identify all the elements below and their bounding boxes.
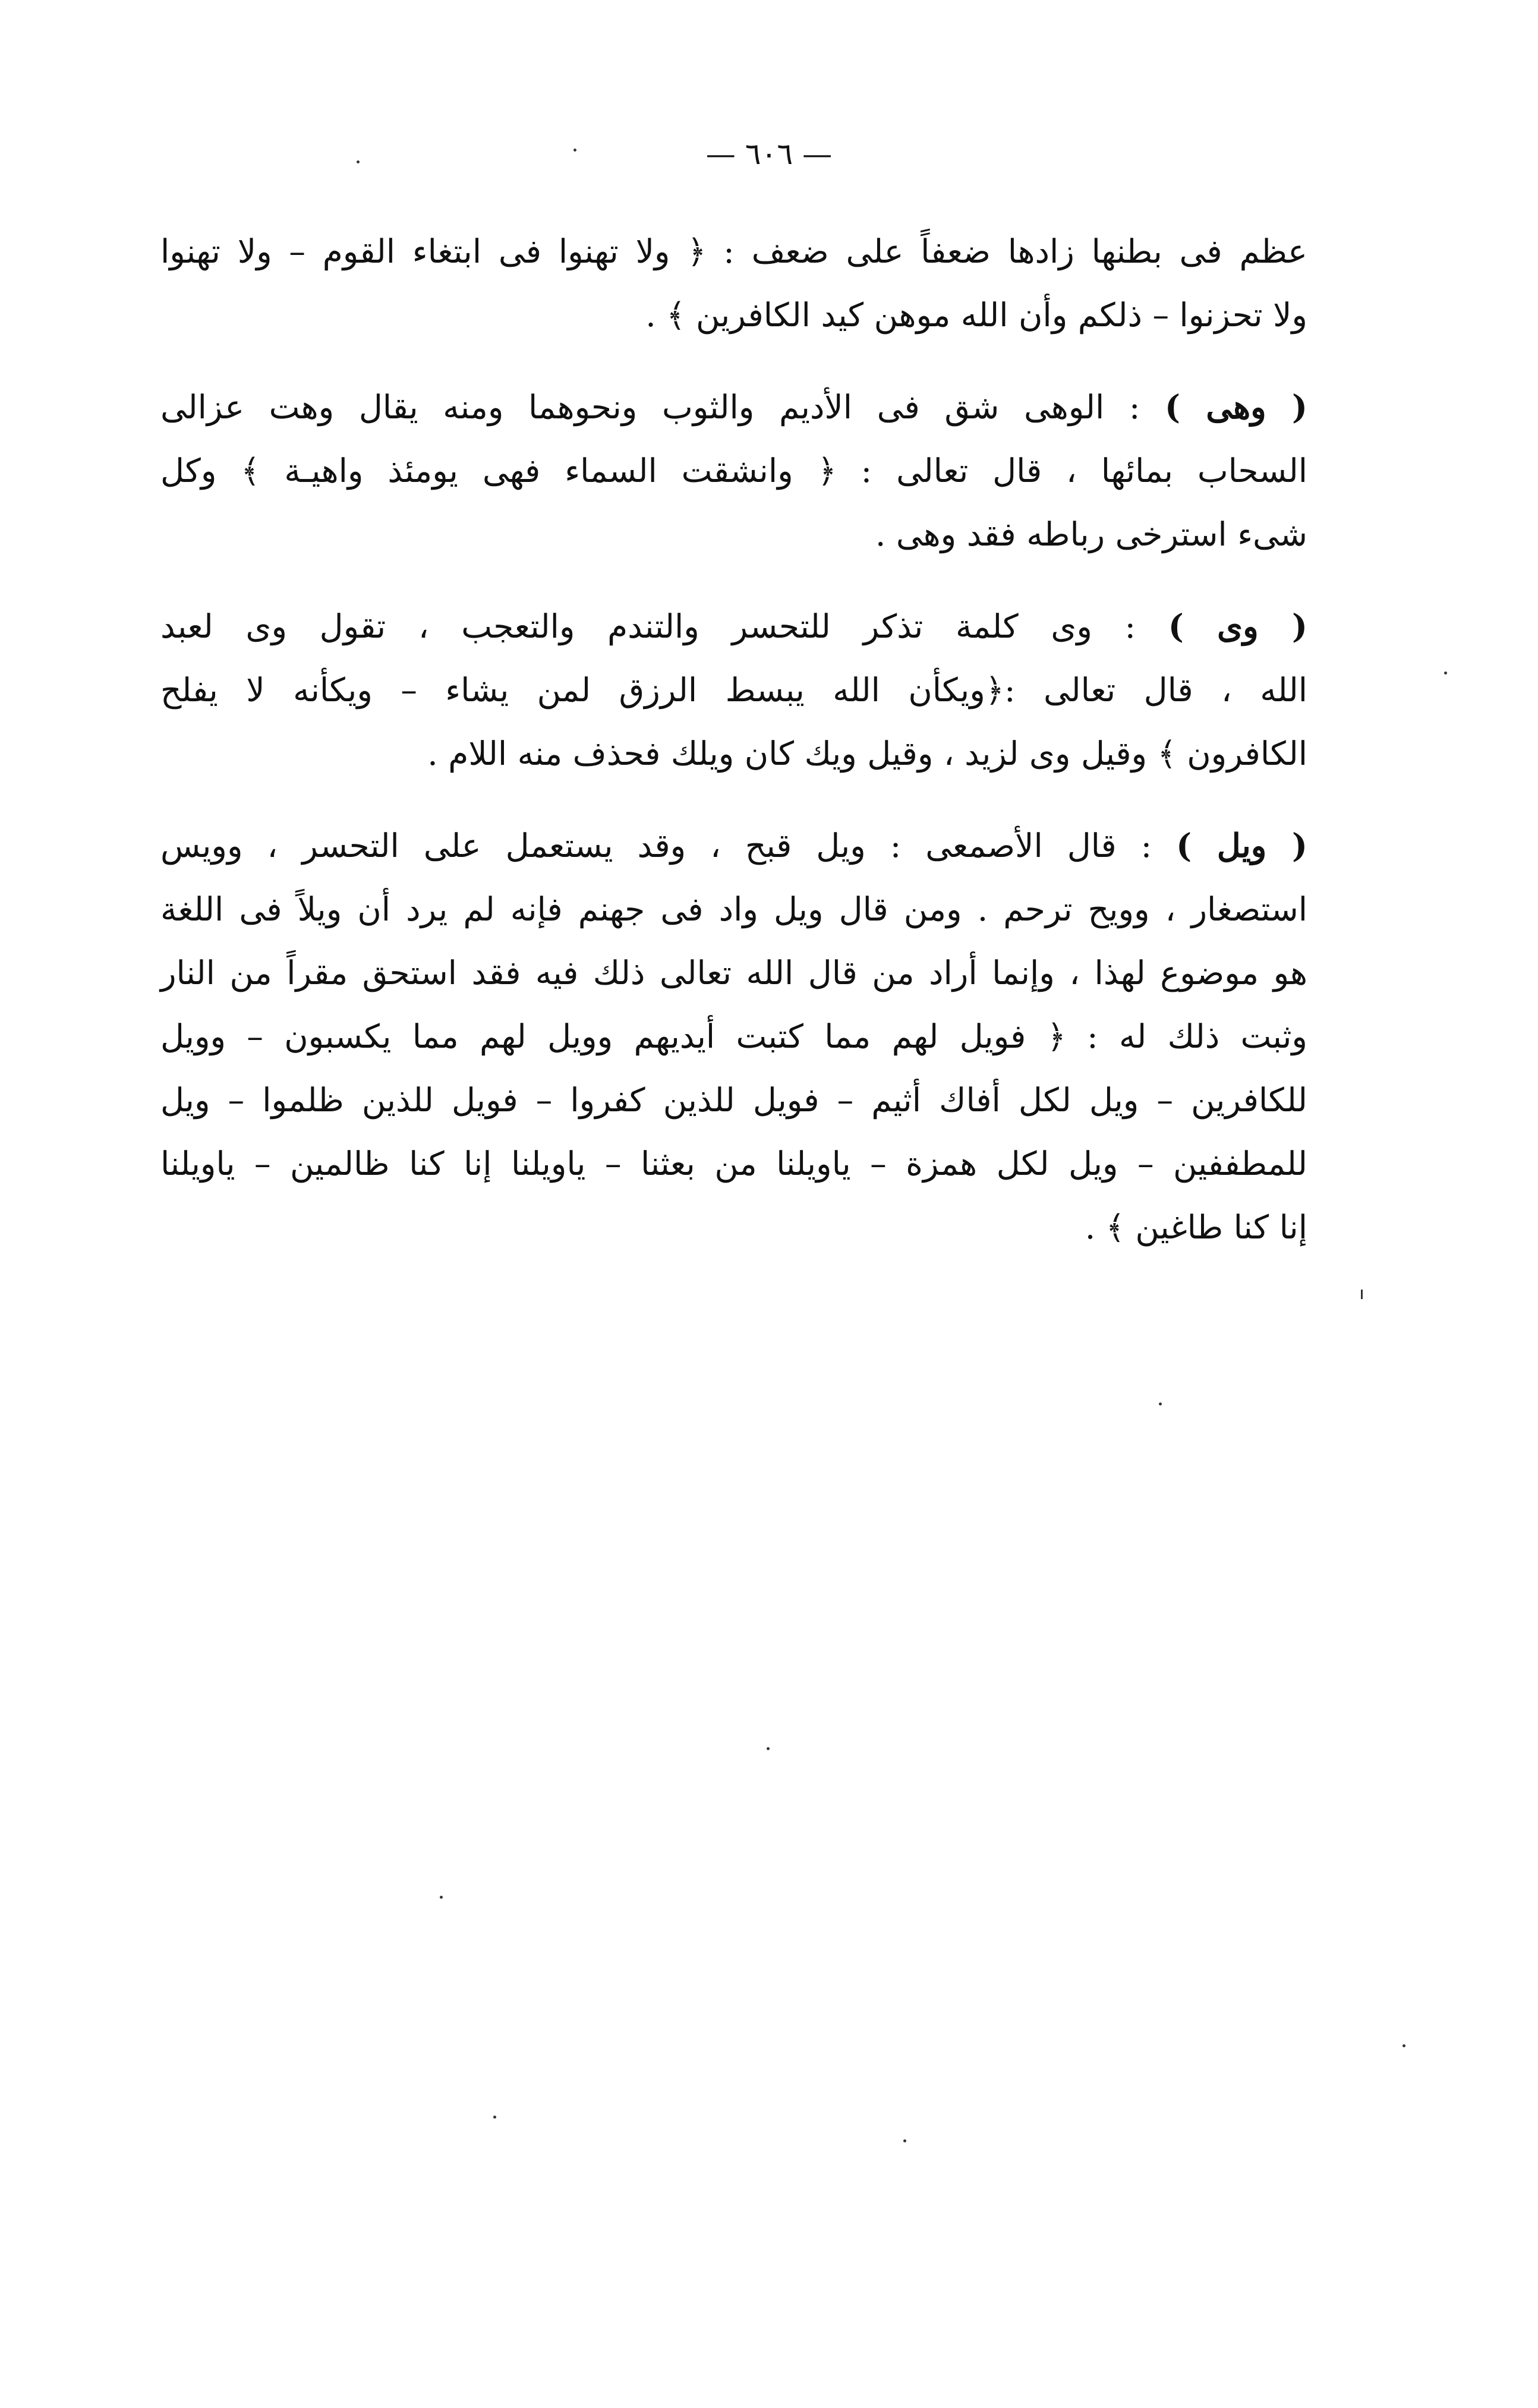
text-line: إنا كنا طاغين ﴾ . [1085, 1208, 1307, 1246]
text-line [160, 814, 1307, 878]
entry-text: : وى كلمة تذكر للتحسر والتندم والتعجب ، تقول وى لعبد [160, 607, 1168, 645]
text-line: الله ، قال تعالى :﴿ويكأن الله يبسط الرزق لمن يشاء – ويكأنه لا يفلح [160, 671, 1307, 709]
entry-text: : الوهى شق فى الأديم والثوب ونحوهما ومنه يقال وهت عزالى [160, 388, 1165, 426]
scan-speck [903, 2139, 906, 2142]
text-line [160, 594, 1307, 658]
paragraph-continuation [160, 220, 1307, 347]
scan-speck [440, 1896, 443, 1899]
scan-speck [1159, 1402, 1162, 1405]
scan-speck [1444, 672, 1447, 675]
scan-mark [1361, 1290, 1363, 1299]
text-line: شىء استرخى رباطه فقد وهى . [875, 515, 1307, 553]
text-line: للمطففين – ويل لكل همزة – ياويلنا من بعثنا – ياويلنا إنا كنا ظالمين – ياويلنا [160, 1145, 1307, 1183]
scan-speck [357, 160, 360, 163]
text-line [160, 375, 1307, 439]
text-line: هو موضوع لهذا ، وإنما أراد من قال الله تعالى ذلك فيه فقد استحق مقراً من النار [160, 954, 1307, 992]
text-line: عظم فى بطنها زادها ضعفاً على ضعف : ﴿ ولا تهنوا فى ابتغاء القوم – ولا تهنوا [160, 232, 1307, 270]
text-line: الكافرون ﴾ وقيل وى لزيد ، وقيل ويك كان ويلك فحذف منه اللام . [427, 735, 1307, 773]
text-line: ولا تحزنوا – ذلكم وأن الله موهن كيد الكافرين ﴾ . [645, 296, 1307, 334]
body-text [160, 220, 1307, 1287]
entry-headword: ( ويل ) [1176, 826, 1307, 865]
scan-speck [1403, 2044, 1405, 2047]
scan-speck [493, 2116, 496, 2119]
paragraph-entry-way [160, 594, 1307, 786]
paragraph-entry-wahy [160, 375, 1307, 566]
page-number: — ٦٠٦ — [705, 137, 833, 171]
scan-speck [573, 149, 576, 152]
text-line: للكافرين – ويل لكل أفاك أثيم – فويل للذين كفروا – فويل للذين ظلموا – ويل [160, 1081, 1307, 1119]
text-line: وثبت ذلك له : ﴿ فويل لهم مما كتبت أيديهم وويل لهم مما يكسبون – وويل [160, 1017, 1307, 1055]
text-line: السحاب بمائها ، قال تعالى : ﴿ وانشقت السماء فهى يومئذ واهيـة ﴾ وكل [160, 452, 1307, 490]
text-line: استصغار ، وويح ترحم . ومن قال ويل واد فى جهنم فإنه لم يرد أن ويلاً فى اللغة [160, 890, 1307, 928]
scan-speck [767, 1747, 770, 1750]
entry-headword: ( وهى ) [1165, 387, 1308, 426]
entry-headword: ( وى ) [1168, 607, 1308, 645]
paragraph-entry-wayl [160, 814, 1307, 1259]
entry-text: : قال الأصمعى : ويل قبح ، وقد يستعمل على التحسر ، وويس [160, 827, 1177, 865]
